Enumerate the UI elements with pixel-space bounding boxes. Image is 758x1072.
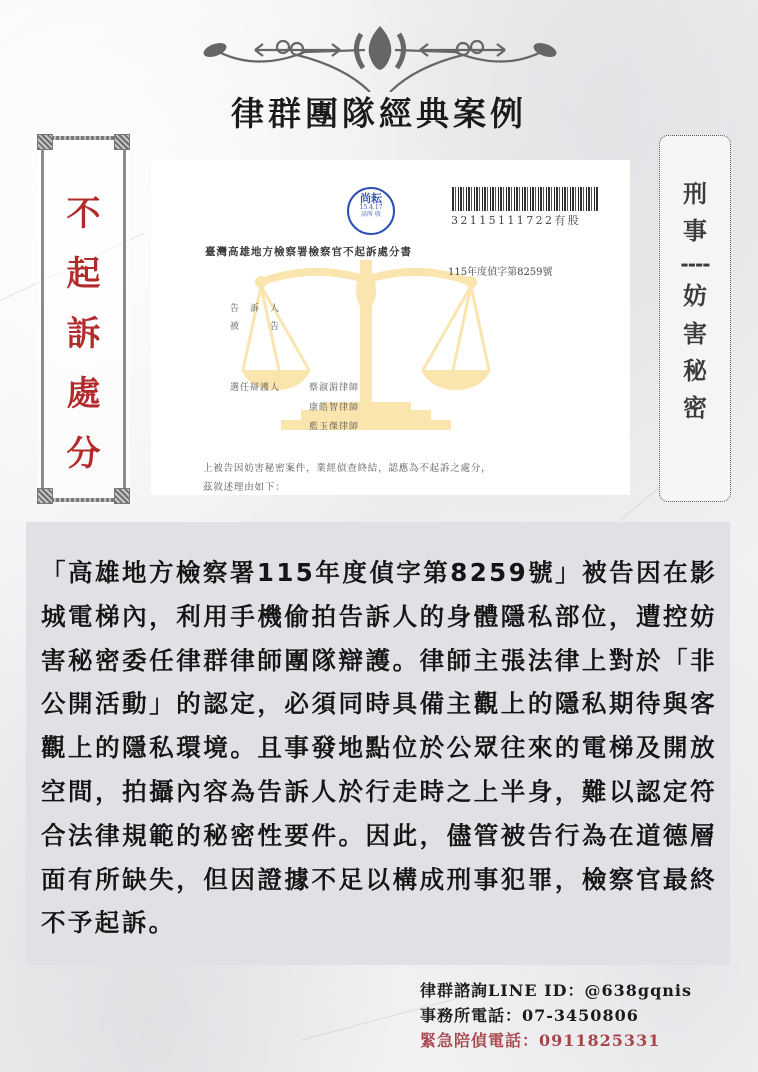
- emergency-phone: 緊急陪偵電話：0911825331: [420, 1031, 661, 1050]
- case-summary-text: 「高雄地方檢察署115年度偵字第8259號」被告因在影城電梯內，利用手機偷拍告訴人的身體隱私部位，遭控妨害秘密委任律群律師團隊辯護。律師主張法律上對於「非公開活動」的認定，必須同時具備主觀上的隱私期待與客觀上的隱私環境。且事發地點位於公眾往來的電梯及開放空間，拍攝內容為告訴人於行走時之上半身，難以認定符合法律規範的秘密性要件。因此，儘管被告行為在道德層面有所缺失，但因證據不足以構成刑事犯罪，檢察官最終不予起訴。: [41, 558, 717, 938]
- barcode-number: 32115111722有股: [451, 214, 582, 227]
- party-label: 被 告: [230, 322, 281, 332]
- page-title: 律群團隊經典案例: [231, 94, 527, 133]
- ornate-corner-icon: [37, 134, 53, 150]
- ornate-corner-icon: [114, 134, 130, 150]
- contact-info: [420, 978, 692, 1053]
- verdict-banner: [37, 134, 130, 504]
- office-phone: 事務所電話：07-3450806: [420, 1006, 639, 1025]
- scales-of-justice-icon: [241, 260, 491, 440]
- line-id: 律群諮詢LINE ID：@638gqnis: [420, 981, 692, 1000]
- case-category-text: 刑 事 ---- 妨 害 秘 密: [680, 180, 710, 422]
- defender-name: 藍玉傑律師: [309, 422, 360, 432]
- defenders-label: 選任辯護人: [230, 383, 281, 393]
- indictment-document-image: [151, 160, 630, 495]
- official-stamp: 尚耘 15.4.17 高所 收: [347, 187, 395, 235]
- flourish-ornament-icon: [195, 22, 565, 92]
- ornate-corner-icon: [37, 488, 53, 504]
- document-title: 臺灣高雄地方檢察署檢察官不起訴處分書: [205, 246, 412, 258]
- document-body: 上被告因妨害秘密案件，業經偵查終結，認應為不起訴之處分， 茲敘述理由如下：: [203, 463, 492, 493]
- barcode-icon: [452, 187, 599, 211]
- case-category-banner: [659, 135, 731, 502]
- defender-name: 蔡淑湄律師: [309, 383, 360, 393]
- case-summary-box: [26, 522, 730, 965]
- case-number: 115年度偵字第8259號: [448, 267, 553, 278]
- party-label: 告 訴 人: [230, 304, 281, 314]
- verdict-text: 不 起 訴 處 分: [66, 194, 101, 474]
- ornate-corner-icon: [114, 488, 130, 504]
- defender-name: 康皓智律師: [309, 403, 360, 413]
